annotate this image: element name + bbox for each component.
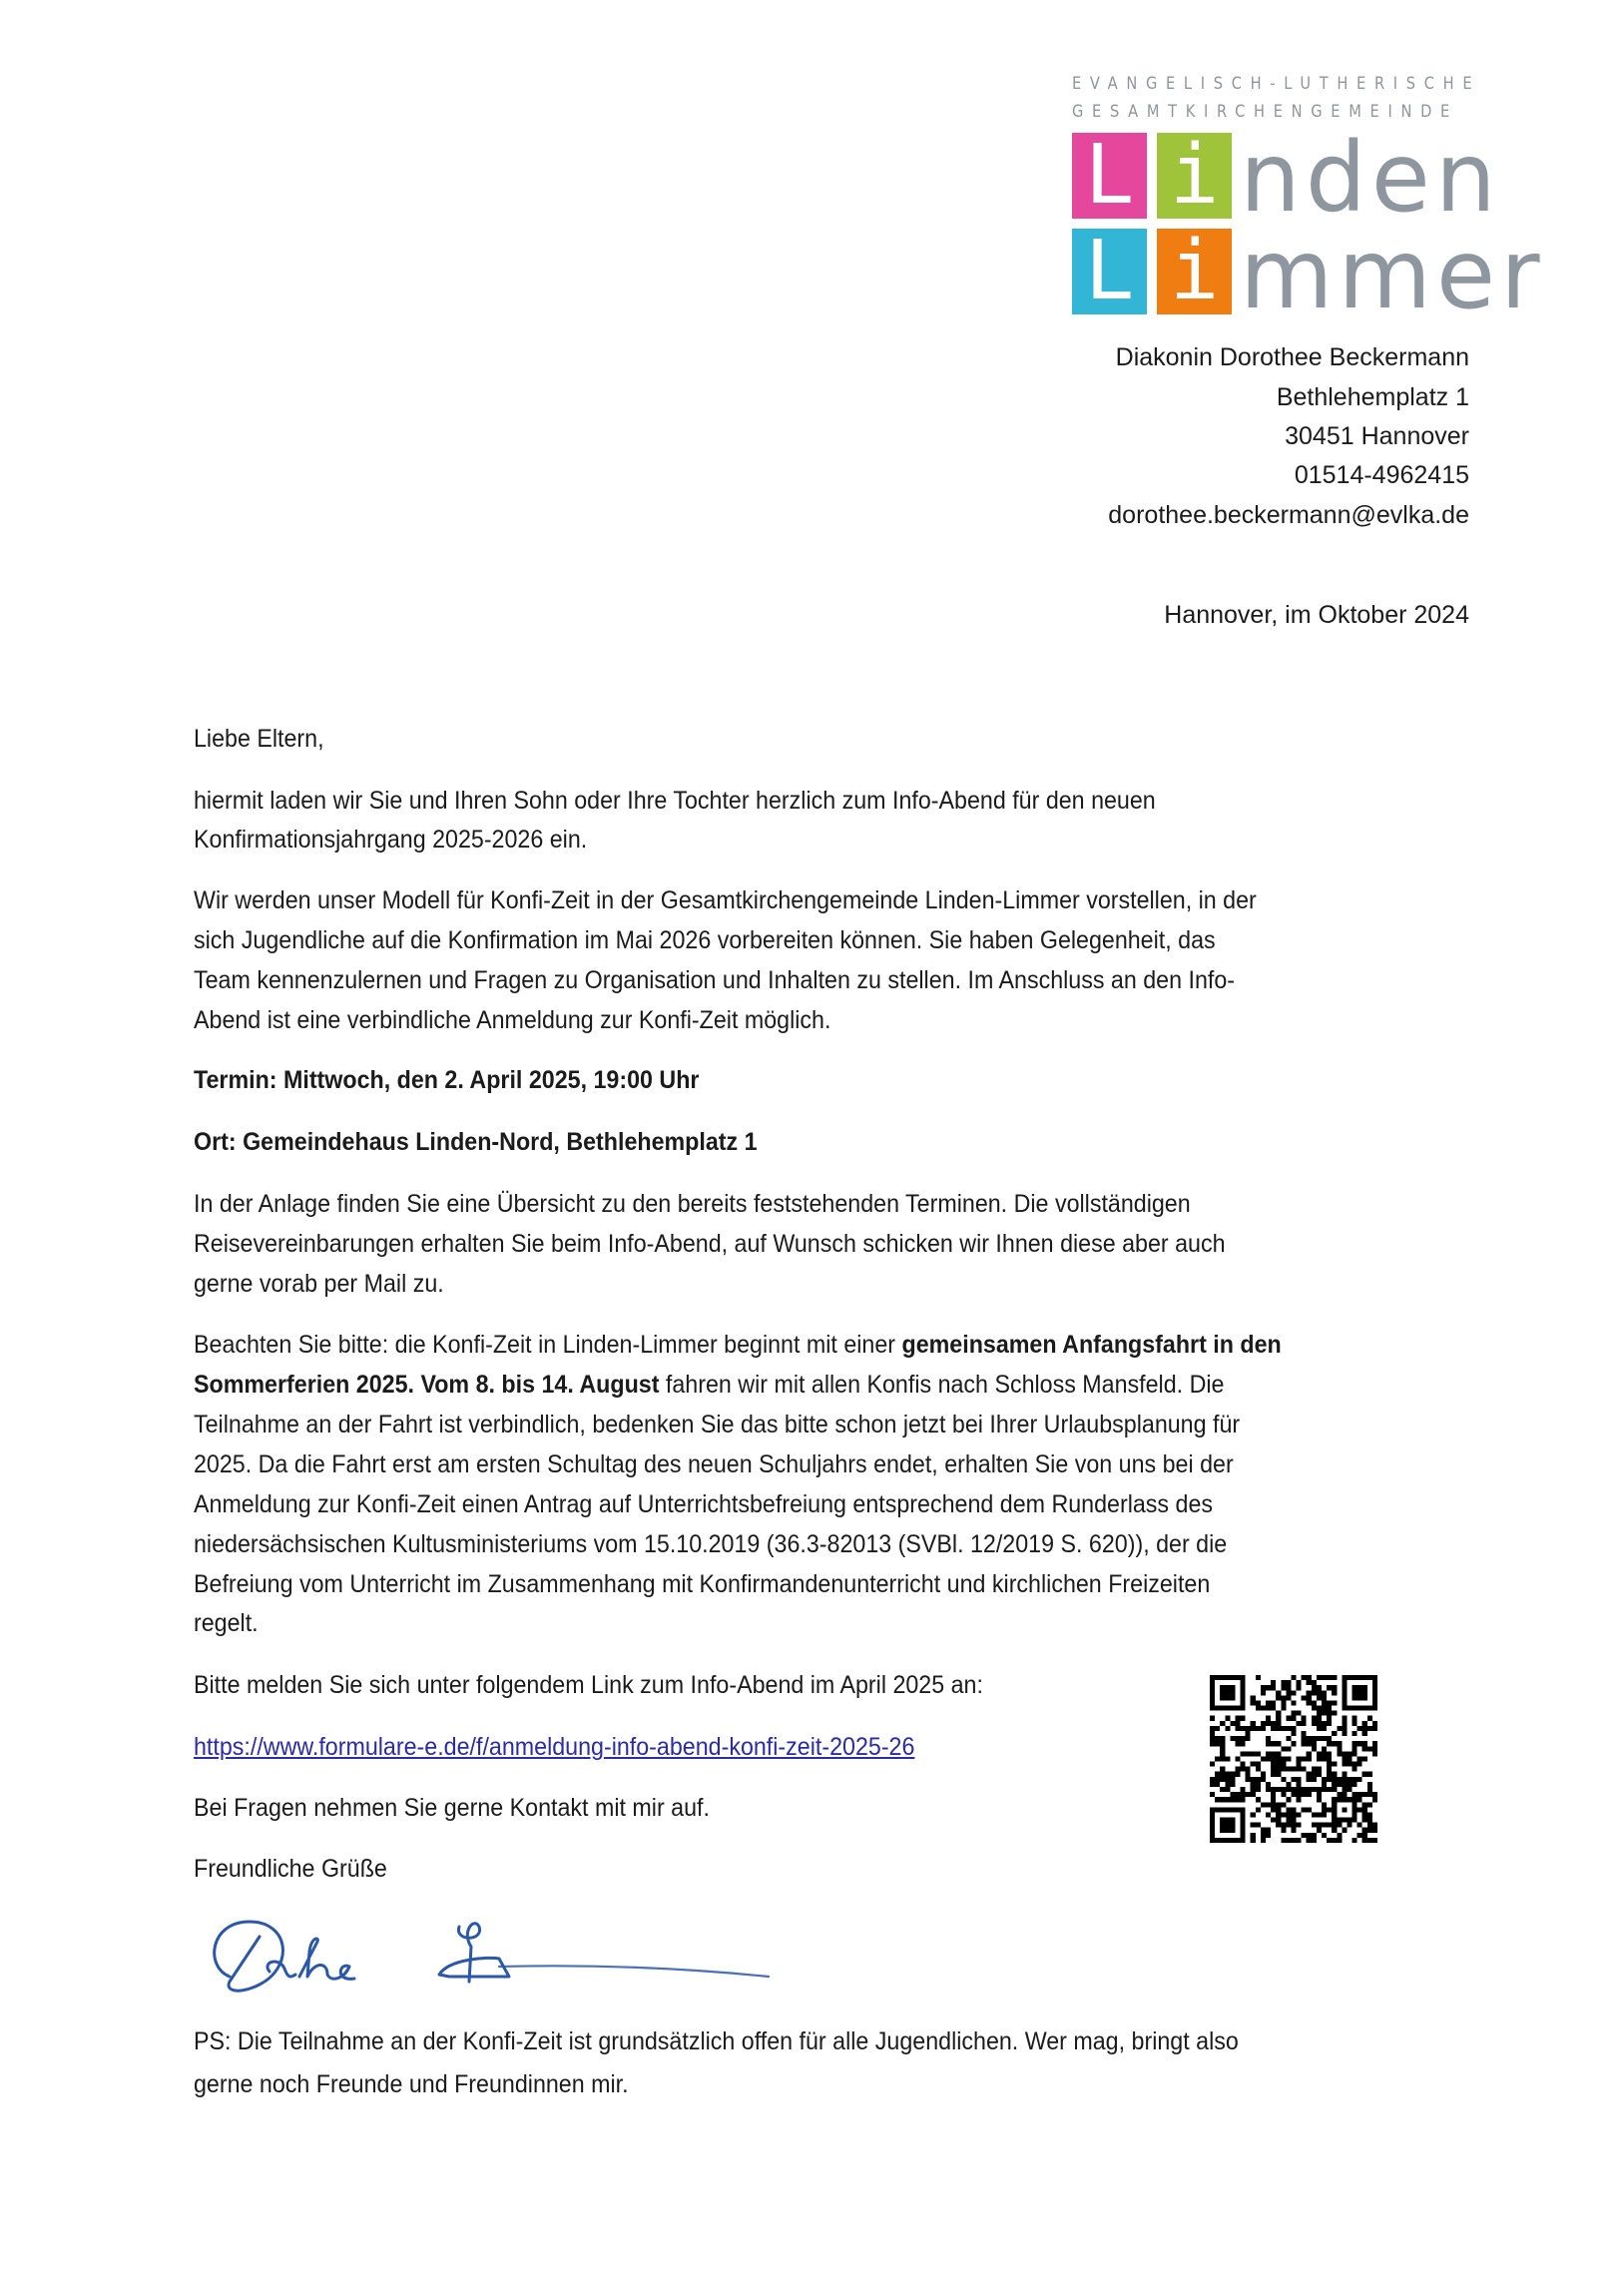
- logo-box-cyan: L: [1072, 229, 1147, 314]
- paragraph-invitation-line: hiermit laden wir Sie und Ihren Sohn oder Ihre Tochter herzlich zum Info-Abend für den neuen: [194, 787, 1156, 815]
- signature-icon: [200, 1897, 818, 2016]
- logo-box-orange: i: [1157, 229, 1232, 314]
- logo-word-limmer: mmer: [1240, 219, 1545, 330]
- questions-note: Bei Fragen nehmen Sie gerne Kontakt mit mir auf.: [194, 1794, 710, 1822]
- paragraph-trip-line: [194, 1365, 1224, 1405]
- handwritten-signature: [200, 1897, 818, 2016]
- paragraph-invitation-line: Konfirmationsjahrgang 2025-2026 ein.: [194, 826, 588, 854]
- qr-code[interactable]: [1210, 1675, 1377, 1843]
- paragraph-attachment-line: In der Anlage finden Sie eine Übersicht zu den bereits feststehenden Terminen. Die vollständigen: [194, 1190, 1191, 1218]
- letter-date: Hannover, im Oktober 2024: [1164, 601, 1469, 629]
- sender-name: Diakonin Dorothee Beckermann: [1115, 343, 1469, 371]
- registration-link[interactable]: https://www.formulare-e.de/f/anmeldung-info-abend-konfi-zeit-2025-26: [194, 1733, 915, 1761]
- logo-box-green: i: [1157, 133, 1232, 219]
- event-location: Ort: Gemeindehaus Linden-Nord, Bethlehemplatz 1: [194, 1128, 758, 1156]
- paragraph-trip-line: [194, 1325, 1282, 1365]
- postscript-line: gerne noch Freunde und Freundinnen mir.: [194, 2070, 629, 2098]
- logo-kicker-line2: GESAMTKIRCHENGEMEINDE: [1072, 102, 1458, 122]
- closing-greeting: Freundliche Grüße: [194, 1855, 387, 1883]
- trip-text-bold: gemeinsamen Anfangsfahrt in den: [901, 1331, 1282, 1359]
- paragraph-model-line: Abend ist eine verbindliche Anmeldung zur Konfi-Zeit möglich.: [194, 1006, 831, 1034]
- paragraph-trip-line: Teilnahme an der Fahrt ist verbindlich, bedenken Sie das bitte schon jetzt bei Ihrer Urlaubsplanung für: [194, 1411, 1241, 1438]
- paragraph-model-line: Team kennenzulernen und Fragen zu Organisation und Inhalten zu stellen. Im Anschluss an den Info-: [194, 966, 1236, 994]
- paragraph-trip-line: regelt.: [194, 1609, 259, 1637]
- logo-box-pink: L: [1072, 133, 1147, 219]
- sender-phone: 01514-4962415: [1294, 461, 1469, 489]
- trip-dates-bold: Sommerferien 2025. Vom 8. bis 14. August: [194, 1371, 660, 1399]
- event-date: Termin: Mittwoch, den 2. April 2025, 19:00 Uhr: [194, 1066, 700, 1094]
- salutation: Liebe Eltern,: [194, 725, 324, 753]
- sender-street: Bethlehemplatz 1: [1276, 383, 1469, 411]
- qr-code-icon: [1210, 1675, 1377, 1843]
- paragraph-attachment-line: gerne vorab per Mail zu.: [194, 1270, 444, 1298]
- paragraph-trip-line: 2025. Da die Fahrt erst am ersten Schultag des neuen Schuljahrs endet, erhalten Sie von uns bei der: [194, 1450, 1234, 1478]
- paragraph-trip-line: Anmeldung zur Konfi-Zeit einen Antrag auf Unterrichtsbefreiung entsprechend dem Runderlass des: [194, 1490, 1214, 1518]
- postscript-line: PS: Die Teilnahme an der Konfi-Zeit ist grundsätzlich offen für alle Jugendlichen. Wer mag, bringt also: [194, 2027, 1239, 2055]
- paragraph-trip-line: niedersächsischen Kultusministeriums vom 15.10.2019 (36.3-82013 (SVBl. 12/2019 S. 620)), der die: [194, 1530, 1228, 1558]
- paragraph-model-line: sich Jugendliche auf die Konfirmation im Mai 2026 vorbereiten können. Sie haben Gelegenheit, das: [194, 926, 1216, 954]
- paragraph-model-line: Wir werden unser Modell für Konfi-Zeit in der Gesamtkirchengemeinde Linden-Limmer vorstellen, in der: [194, 886, 1257, 914]
- paragraph-trip-line: Befreiung vom Unterricht im Zusammenhang mit Konfirmandenunterricht und kirchlichen Freizeiten: [194, 1570, 1211, 1598]
- sender-email-link[interactable]: dorothee.beckermann@evlka.de: [1108, 501, 1469, 529]
- trip-text: fahren wir mit allen Konfis nach Schloss Mansfeld. Die: [659, 1371, 1225, 1399]
- sender-city: 30451 Hannover: [1285, 422, 1469, 450]
- trip-text: Beachten Sie bitte: die Konfi-Zeit in Linden-Limmer beginnt mit einer: [194, 1331, 902, 1359]
- paragraph-attachment-line: Reisevereinbarungen erhalten Sie beim Info-Abend, auf Wunsch schicken wir Ihnen diese aber auch: [194, 1230, 1226, 1258]
- logo-kicker-line1: EVANGELISCH-LUTHERISCHE: [1072, 74, 1481, 94]
- registration-instruction: Bitte melden Sie sich unter folgendem Link zum Info-Abend im April 2025 an:: [194, 1671, 983, 1699]
- logo-word-linden: nden: [1240, 122, 1501, 234]
